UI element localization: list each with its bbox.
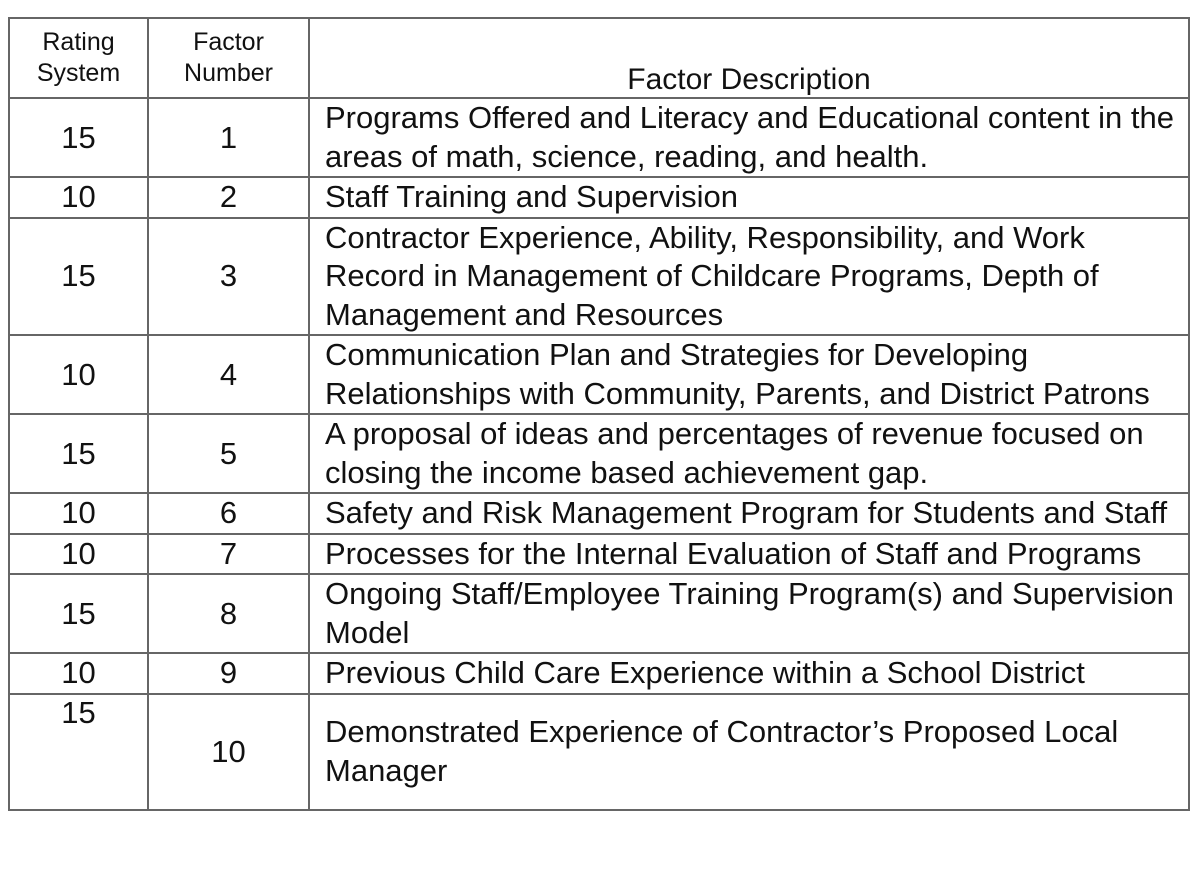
table-row	[9, 493, 1189, 534]
table-row	[9, 653, 1189, 694]
rating-cell: 10	[9, 177, 148, 218]
header-factor-number	[148, 18, 309, 98]
rating-cell: 10	[9, 653, 148, 694]
factor-number-cell: 10	[148, 694, 309, 810]
factor-number-cell: 4	[148, 335, 309, 414]
table-row	[9, 574, 1189, 653]
header-rating-line2: System	[36, 59, 121, 87]
factor-description-cell: A proposal of ideas and percentages of revenue focused on closing the income based achievement gap.	[309, 414, 1189, 493]
factor-description-cell: Programs Offered and Literacy and Educational content in the areas of math, science, reading, and health.	[309, 98, 1189, 177]
factor-description-cell: Contractor Experience, Ability, Responsibility, and Work Record in Management of Childcare Programs, Depth of Management and Resources	[309, 218, 1189, 336]
header-factor-line1: Factor	[193, 28, 264, 56]
factor-number-cell: 8	[148, 574, 309, 653]
rating-cell: 10	[9, 534, 148, 575]
header-rating-line1: Rating	[42, 28, 115, 56]
table-row	[9, 534, 1189, 575]
table-row	[9, 335, 1189, 414]
factor-number-cell: 5	[148, 414, 309, 493]
header-row	[9, 18, 1189, 98]
factor-description-cell: Demonstrated Experience of Contractor’s Proposed Local Manager	[309, 694, 1189, 810]
header-factor-description: Factor Description	[309, 18, 1189, 98]
factor-description-cell: Safety and Risk Management Program for Students and Staff	[309, 493, 1189, 534]
rating-cell: 15	[9, 574, 148, 653]
table-row	[9, 218, 1189, 336]
factor-number-cell: 1	[148, 98, 309, 177]
header-rating-system	[9, 18, 148, 98]
factor-table	[8, 17, 1190, 811]
rating-cell: 15	[9, 694, 148, 810]
factor-description-cell: Staff Training and Supervision	[309, 177, 1189, 218]
table-row	[9, 98, 1189, 177]
table-row	[9, 694, 1189, 810]
rating-cell: 10	[9, 335, 148, 414]
factor-description-cell: Processes for the Internal Evaluation of Staff and Programs	[309, 534, 1189, 575]
rating-cell: 10	[9, 493, 148, 534]
factor-number-cell: 7	[148, 534, 309, 575]
rating-cell: 15	[9, 414, 148, 493]
factor-description-cell: Previous Child Care Experience within a School District	[309, 653, 1189, 694]
rating-cell: 15	[9, 218, 148, 336]
table-row	[9, 177, 1189, 218]
table-row	[9, 414, 1189, 493]
rating-cell: 15	[9, 98, 148, 177]
factor-description-cell: Communication Plan and Strategies for Developing Relationships with Community, Parents, and District Patrons	[309, 335, 1189, 414]
factor-description-cell: Ongoing Staff/Employee Training Program(s) and Supervision Model	[309, 574, 1189, 653]
factor-number-cell: 9	[148, 653, 309, 694]
factor-number-cell: 6	[148, 493, 309, 534]
factor-number-cell: 3	[148, 218, 309, 336]
factor-number-cell: 2	[148, 177, 309, 218]
header-factor-line2: Number	[184, 59, 273, 87]
